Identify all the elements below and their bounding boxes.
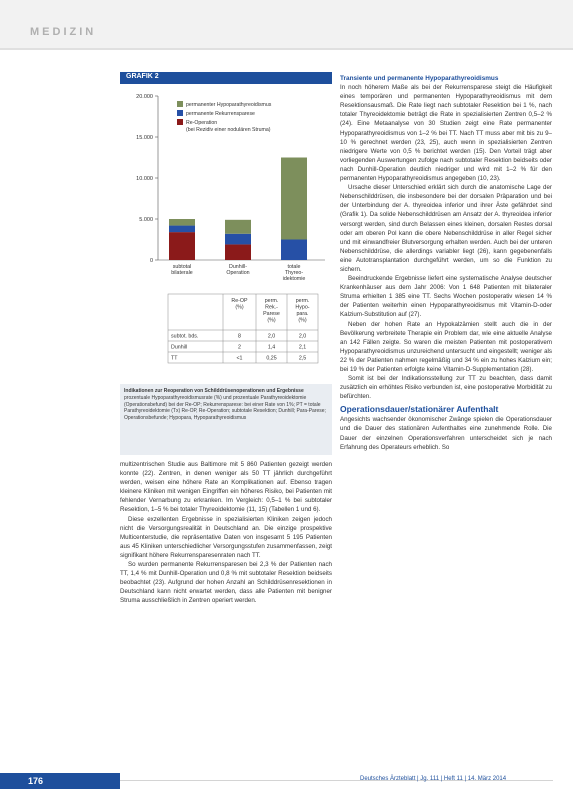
table-header: Parese bbox=[263, 311, 280, 317]
body-paragraph: Angesichts wachsender ökonomischer Zwänge spielen die Operationsdauer und die Dauer des stationären Aufenthaltes eine zunehmende Rolle. Die Dauer der einzelnen Operationsverfahren unterscheidet sich je nach Erfahrung des Operateurs erheblich. So bbox=[340, 416, 552, 451]
left-column bbox=[120, 460, 332, 606]
body-paragraph: Ursache dieser Unterschied erklärt sich durch die anatomische Lage der Nebenschilddrüsen, die insbesondere bei der dorsalen Präparation und bei der Unterbindung der A. thyreoidea inferior und ihrer Äste gefährdet sind (Grafik 1). Da solide Nebenschilddrüsen am Ansatz der A. thyreoidea inferior versorgt werden, sind durch Belassen eines kleinen, dorsalen Restes dorsal oder am oberen Pol kann die obere Nebenschilddrüse in aller Regel sicher und mit einwandfreier Blutversorgung erhalten werden. Auch bei der unteren Nebenschilddrüse, die allerdings variabler liegt (26), kann gegebenenfalls eine Autotransplantation durchgeführt werden, um so die Funktion zu sichern. bbox=[340, 184, 552, 273]
legend-swatch bbox=[177, 110, 183, 116]
table-header: Hypo- bbox=[295, 304, 310, 311]
x-tick-label: Dunhill- bbox=[229, 264, 247, 270]
body-paragraph: So wurden permanente Rekurrensparesen bei 2,3 % der Patienten nach TT, 1,4 % mit Dunhill-Operation und 0,8 % mit subtotaler Resektion beidseits beobachtet (23). Aufgrund der hohen Anzahl an Schilddrüsenresektionen in Deutschland kann nicht erwartet werden, dass alle Patienten mit benigner Struma ausschließlich in Zentren operiert werden. bbox=[120, 561, 332, 605]
table-header: para. bbox=[296, 311, 309, 317]
legend-swatch bbox=[177, 101, 183, 107]
figure-panel bbox=[120, 84, 332, 384]
legend-swatch bbox=[177, 119, 183, 125]
bar-segment bbox=[281, 158, 307, 240]
legend-label: (bei Rezidiv einer nodulären Struma) bbox=[186, 127, 271, 133]
body-paragraph: In noch höherem Maße als bei der Rekurrensparese steigt die Häufigkeit eines temporären und permanenten Hypoparathyreoidismus mit dem Resektionsausmaß. Die Rate liegt nach subtotaler Resektion bei 1 %, nach totaler Thyreoidektomie beträgt die Rate in spezialisierten Zentren 0,5–2 % (24). Eine Metaanalyse von 30 Studien zeigt eine Rate permanenter Hypoparathyreoidismus von 1–2 % bei TT. Nach TT muss aber mit bis zu 9–10 % gerechnet werden (23, 25), auch wenn in spezialisierten Zentren niedrigere Werte von 0,5 % berichtet werden (15). Den Vorteil trägt aber vorliegenden Auswertungen zufolge nach subtotaler Resektion beidseits oder nach Dunhill-Operation deutlich niedriger und wird mit 1–2 % für den permanenten Hypoparathyreoidismus angegeben (10, 23). bbox=[340, 84, 552, 183]
figure-caption-body: prozentuale Hypoparathyreoidismusrate (%) und prozentuale Parathyreoidektomie (Operationsbefund) bei der Re-OP; Rekurrensparese: bei einer Rate von 1%; PT = totale Parathyreoidektomie (Tx) Re-OP, Re-Operation; subtotale Resektion; Dunhill; Para-Parese; Operationsbefunde; Hypopara, Hypoparathyreoidismus bbox=[124, 394, 326, 422]
stacked-bar-chart bbox=[120, 84, 332, 384]
bar-segment bbox=[225, 234, 251, 245]
subheading: Transiente und permanente Hypoparathyreoidismus bbox=[340, 75, 499, 82]
table-cell: <1 bbox=[236, 355, 243, 362]
page-number: 176 bbox=[28, 776, 44, 786]
table-cell: Dunhill bbox=[171, 344, 188, 351]
table-header: (%) bbox=[267, 317, 276, 324]
y-tick-label: 20.000 bbox=[136, 94, 153, 100]
legend-label: Re-Operation bbox=[186, 120, 218, 126]
table-cell: 2,5 bbox=[298, 355, 307, 362]
bar-segment bbox=[225, 220, 251, 234]
bar-segment bbox=[281, 240, 307, 261]
table-header: Rek.- bbox=[265, 304, 278, 311]
table-header: (%) bbox=[235, 304, 244, 311]
x-tick-label: subtotal bbox=[172, 264, 192, 270]
figure-tab bbox=[120, 72, 332, 84]
table-cell: 8 bbox=[238, 333, 241, 340]
body-paragraph: Neben der hohen Rate an Hypokalzämien stellt auch die in der Bevölkerung verbreitete Therapie ein Problem dar, wie eine aktuelle Analyse an 142 Fällen zeigte. So waren die meisten Patienten mit postoperativem Hypoparathyreoidismus unzureichend untersucht und eingestellt; weniger als 22 % der Patienten nahmen regelmäßig und 34 % ein zu hohes Kalzium ein; bei 19 % der Patienten erfolgte keine Vitamin-D-Supplementation (28). bbox=[340, 320, 552, 373]
bar-segment bbox=[225, 244, 251, 260]
table-header: Re-OP bbox=[231, 298, 248, 304]
y-tick-label: 0 bbox=[149, 258, 153, 264]
figure-label: GRAFIK 2 bbox=[126, 73, 159, 80]
y-tick-label: 15.000 bbox=[136, 135, 153, 141]
table-cell: 2,0 bbox=[298, 333, 307, 340]
body-paragraph: Somit ist bei der Indikationsstellung zur TT zu beachten, dass damit zusätzlich ein erhöhtes Risiko verbunden ist, eine postoperative Morbidität zu befürchten. bbox=[340, 375, 552, 401]
figure-caption bbox=[124, 388, 330, 422]
bar-segment bbox=[169, 232, 195, 260]
figure-caption-title: Indikationen zur Reoperation von Schilddrüsenoperationen und Ergebnisse bbox=[124, 388, 304, 394]
body-paragraph: Diese exzellenten Ergebnisse in spezialisierten Kliniken zeigen jedoch nicht die Versorgungsrealität in Deutschland an. Die einzige prospektive Multicenterstudie, die repräsentative Daten von insgesamt 5 195 Patienten aus 45 Kliniken unterschiedlicher Versorgungsstufen zusammenfassen, zeigt signifikant höhere Rekurrensparesenraten nach TT. bbox=[120, 515, 332, 559]
legend-label: permanenter Hypoparathyreoidismus bbox=[186, 102, 272, 108]
figure-box bbox=[120, 72, 332, 455]
table-cell: 2 bbox=[238, 344, 241, 351]
table-header: (%) bbox=[298, 317, 307, 324]
journal-citation: Deutsches Ärzteblatt | Jg. 111 | Heft 11 | 14. März 2014 bbox=[360, 776, 507, 782]
x-tick-label: idektomie bbox=[282, 276, 306, 282]
page-number-tab bbox=[0, 773, 120, 789]
legend-label: permanente Rekurrensparese bbox=[186, 111, 255, 117]
table-cell: 2,0 bbox=[267, 333, 276, 340]
table-cell: subtot. bds. bbox=[171, 333, 199, 340]
y-tick-label: 10.000 bbox=[136, 176, 153, 182]
body-paragraph: multizentrischen Studie aus Baltimore mit 5 860 Patienten gezeigt werden konnte (22). Zentren, in denen weniger als 50 TT jährlich durchgeführt werden, weisen eine höhere Rate an Komplikationen auf. Ebenso tragen kleinere Kliniken mit wenigen Eingriffen ein höheres Risiko, bei Patienten mit fehlender Vernarbung zu erkranken. Im Vergleich: 0,5–1 % bei subtotaler Resektion, 1–5 % bei totaler Thyreoidektomie (11, 15) (Tabellen 1 und 6). bbox=[120, 461, 332, 514]
table-cell: 0,25 bbox=[266, 355, 277, 362]
bar-segment bbox=[169, 226, 195, 233]
header-divider bbox=[0, 48, 573, 50]
x-tick-label: Thyreo- bbox=[284, 270, 304, 276]
bar-segment bbox=[169, 219, 195, 226]
x-tick-label: Operation bbox=[226, 270, 250, 276]
section-title: MEDIZIN bbox=[30, 26, 97, 38]
section-heading: Operationsdauer/stationärer Aufenthalt bbox=[340, 404, 499, 415]
table-header: perm. bbox=[264, 298, 279, 304]
page-header bbox=[0, 0, 573, 48]
table-cell: TT bbox=[171, 355, 178, 362]
table-cell: 1,4 bbox=[267, 344, 276, 351]
y-tick-label: 5.000 bbox=[139, 217, 153, 223]
x-tick-label: totale bbox=[287, 264, 301, 270]
table-header: perm. bbox=[295, 298, 310, 304]
right-column bbox=[340, 74, 552, 452]
body-paragraph: Beeindruckende Ergebnisse liefert eine systematische Analyse deutscher Krankenhäuser aus dem Jahr 2006: Von 1 648 Patienten mit bilateraler Struma erhielten 1 385 eine TT. Sechs Wochen postoperativ wiesen 14 % der Patienten weiterhin einen Hypoparathyreoidismus mit Vitamin-D-oder Kalzium-Substitution auf (27). bbox=[340, 275, 552, 319]
x-tick-label: bilaterale bbox=[171, 270, 193, 276]
table-cell: 2,1 bbox=[298, 344, 307, 351]
